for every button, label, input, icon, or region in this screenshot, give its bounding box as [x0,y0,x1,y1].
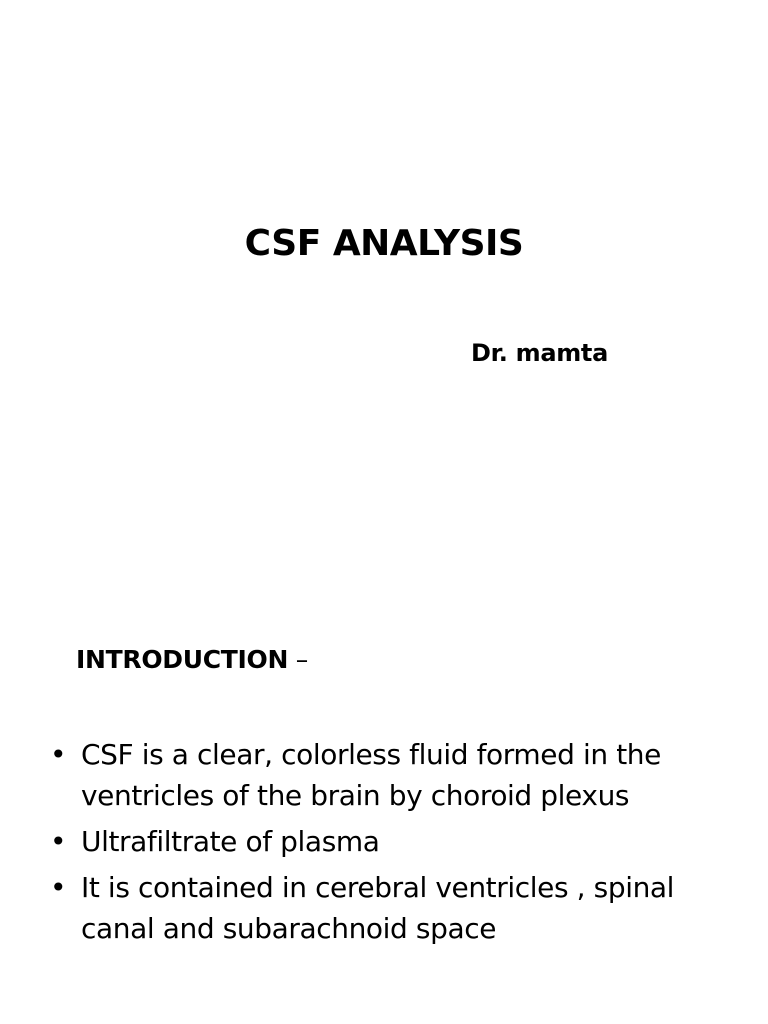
author-subtitle: Dr. mamta [471,339,608,367]
section-heading [76,644,308,676]
list-item [0,734,768,816]
bullet-list [0,734,768,954]
bullet-icon: • [50,738,67,771]
bullet-icon: • [50,871,67,904]
section-heading-dash: – [288,645,308,674]
bullet-icon: • [50,825,67,858]
list-item [0,821,768,862]
slide-title: CSF ANALYSIS [244,223,524,264]
section-heading-label: INTRODUCTION [76,645,289,674]
introduction-slide [0,512,768,1024]
bullet-text: CSF is a clear, colorless fluid formed in the ventricles of the brain by choroid plexus [81,738,661,812]
list-item [0,867,768,949]
bullet-text: It is contained in cerebral ventricles , spinal canal and subarachnoid space [81,871,675,945]
bullet-text: Ultrafiltrate of plasma [81,825,380,858]
